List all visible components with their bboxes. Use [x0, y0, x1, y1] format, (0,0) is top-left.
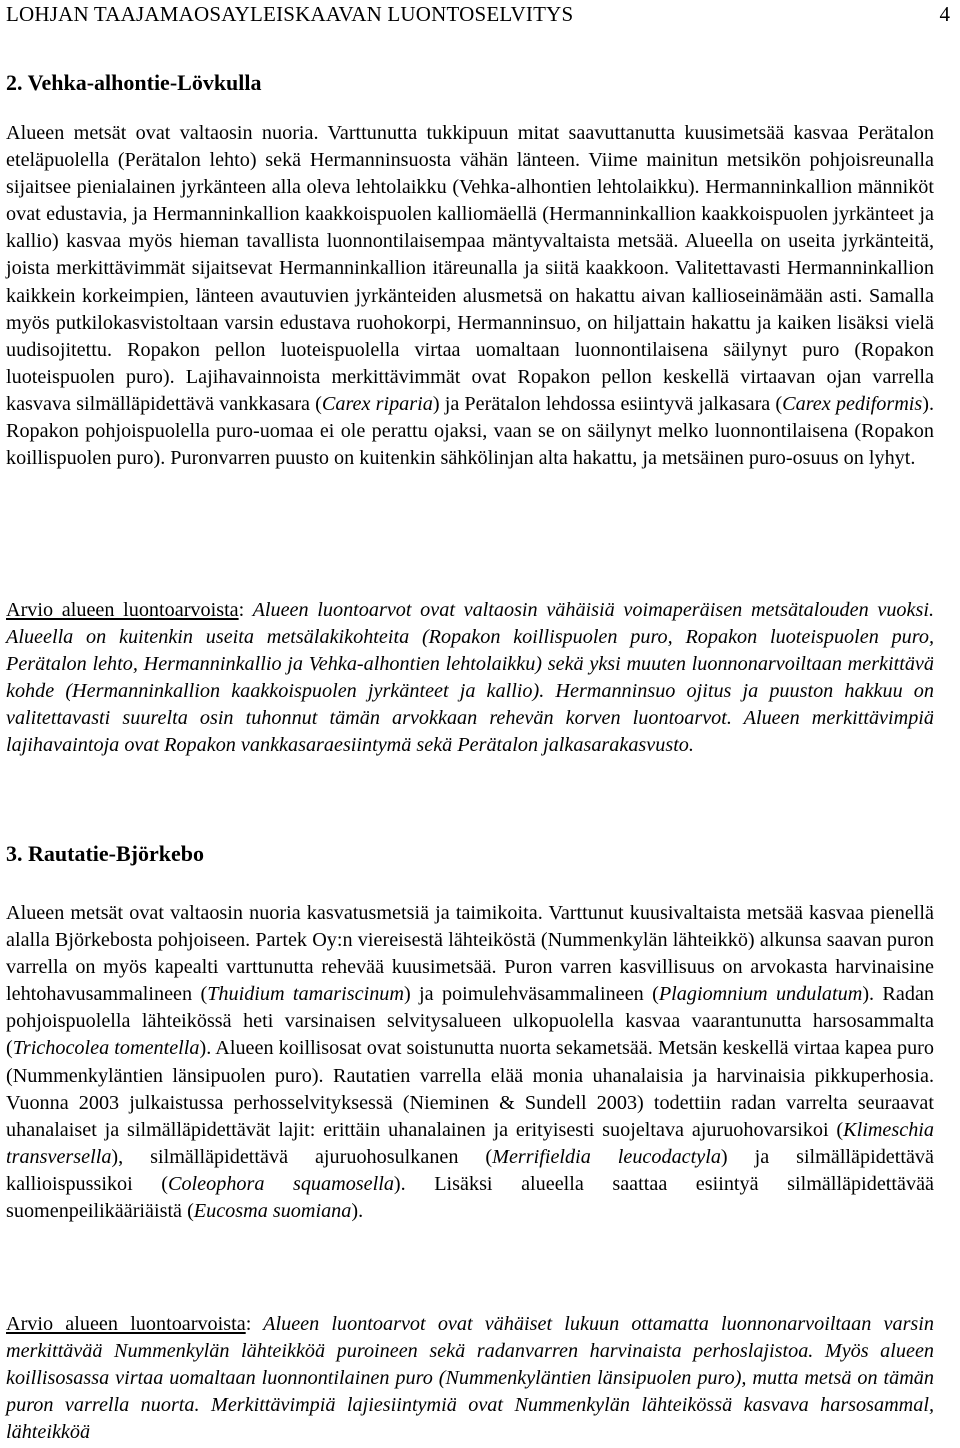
evaluation-text: Alueen luontoarvot ovat vähäiset lukuun ottamatta luonnonarvoiltaan varsin merkittävää Nummenkylän lähteikköä puroineen sekä radanvarren harvinaista perhoslajistoa. Myös alueen koillisosassa virtaa uomaltaan luonnontilainen puro (Nummenkyläntien länsipuolen puro), mutta metsä on tämän puron varrella nuorta. Merkittävimpiä lajiesiintymiä ovat Nummenkylän lähteikössä kasvava harsosammal, lähteikköä	[6, 1313, 934, 1444]
header-title: LOHJAN TAAJAMAOSAYLEISKAAVAN LUONTOSELVITYS	[6, 2, 574, 26]
page-header	[6, 0, 950, 30]
text-run: ) ja Perätalon lehdossa esiintyvä jalkasara (	[432, 392, 783, 415]
species-name: Eucosma suomiana	[193, 1200, 352, 1223]
species-name: Plagiomnium undulatum	[658, 983, 863, 1006]
text-run: ).	[351, 1200, 364, 1223]
species-name: Trichocolea tomentella	[12, 1037, 200, 1060]
evaluation-label: Arvio alueen luontoarvoista	[6, 1313, 246, 1335]
section-3-description	[6, 900, 934, 1225]
section-3-evaluation	[6, 1311, 934, 1446]
text-run: ) ja silmälläpidettävä kallioispussikoi (	[6, 1145, 934, 1195]
species-name: Merrifieldia leucodactyla	[492, 1145, 721, 1168]
page-number: 4	[939, 2, 950, 26]
text-run: ). Ropakon pohjoispuolella puro-uomaa ei ole perattu ojaksi, vaan se on säilynyt melko luonnontilaisena (Ropakon koillispuolen puro). Puronvarren puusto on kuitenkin sähkölinjan alta hakattu, ja metsäinen puro-osuus on lyhyt.	[6, 392, 935, 470]
species-name: Carex riparia	[321, 392, 433, 415]
text-run: ) ja poimulehväsammalineen (	[403, 983, 659, 1006]
evaluation-text: Alueen luontoarvot ovat valtaosin vähäisiä voimaperäisen metsätalouden vuoksi. Alueella on kuitenkin useita metsälakikohteita (Ropakon koillispuolen puro, Ropakon luoteispuolen puro, Perätalon lehto, Hermanninkallio ja Vehka-alhontien lehtolaikku) sekä yksi muuten luonnonarvoiltaan merkittävä kohde (Hermanninkallion kaakkoispuolen jyrkänteet ja kallio). Hermanninsuo ojitus ja puuston hakkuu on valitettavasti suurelta osin tuhonnut tämän arvokkaan rehevän korven luontoarvot. Alueen merkittävimpiä lajihavaintoja ovat Ropakon vankkasaraesiintymä sekä Perätalon jalkasarakasvusto.	[6, 599, 934, 757]
section-2-description	[6, 120, 934, 472]
text-run: ). Alueen koillisosat ovat soistunutta nuorta sekametsää. Metsän keskellä virtaa kapea puro (Nummenkyläntien länsipuolen puro). Rautatien varrella elää monia uhanalaisia ja harvinaisia pikkuperhosia. Vuonna 2003 julkaistussa perhosselvityksessä (Nieminen & Sundell 2003) todettiin radan varrelta seuraavat uhanalaiset ja silmälläpidettävät lajit: erittäin uhanalainen ja erityisesti suojeltava ajuruohovarsikoi (	[6, 1037, 934, 1141]
species-name: Thuidium tamariscinum	[207, 983, 404, 1006]
species-name: Klimeschia transversella	[6, 1118, 934, 1168]
species-name: Carex pediformis	[782, 392, 923, 415]
evaluation-colon: :	[238, 599, 245, 621]
evaluation-colon: :	[245, 1313, 252, 1335]
text-run: ), silmälläpidettävä ajuruohosulkanen (	[111, 1145, 493, 1168]
section-heading-3: 3. Rautatie-Björkebo	[6, 841, 204, 866]
text-run: Alueen metsät ovat valtaosin nuoria kasvatusmetsiä ja taimikoita. Varttunut kuusivaltaista metsää kasvaa pienellä alalla Björkebosta pohjoiseen. Partek Oy:n viereisestä lähteiköstä (Nummenkylän lähteikkö) alkunsa saavan puron varrella on myös kapealti varttunutta rehevää kuusimetsää. Puron varren kasvillisuus on arvokasta harvinaisine lehtohavusammalineen (	[6, 902, 934, 1006]
section-2-evaluation	[6, 597, 934, 760]
section-heading-2: 2. Vehka-alhontie-Lövkulla	[6, 70, 262, 95]
text-run: ). Lisäksi alueella saattaa esiintyä silmälläpidettävää suomenpeilikääriäistä (	[6, 1172, 934, 1223]
text-run: ). Radan pohjoispuolella lähteikössä heti varsinaisen selvitysalueen ulkopuolella kasvaa vaarantunutta harsosammalta (	[6, 983, 934, 1060]
evaluation-label: Arvio alueen luontoarvoista	[6, 599, 239, 621]
text-run: Alueen metsät ovat valtaosin nuoria. Varttunutta tukkipuun mitat saavuttanutta kuusimetsää kasvaa Perätalon eteläpuolella (Perätalon lehto) sekä Hermanninsuosta vähän länteen. Viime mainitun metsikön pohjoisreunalla sijaitsee pienialainen jyrkänteen alla oleva lehtolaikku (Vehka-alhontien lehtolaikku). Hermanninkallion männiköt ovat edustavia, ja Hermanninkallion kaakkoispuolen kalliomäellä (Hermanninkallion kaakkoispuolen jyrkänteet ja kallio) kasvaa myös hieman tavallista luonnontilaisempaa mäntyvaltaista metsää. Alueella on useita jyrkänteitä, joista merkittävimmät sijaitsevat Hermanninkallion itäreunalla ja siitä kaakkoon. Valitettavasti Hermanninkallion kaikkein korkeimpien, länteen avautuvien jyrkänteiden alusmetsä on hakattu aivan kallioseinämään asti. Samalla myös putkilokasvistoltaan varsin edustava ruohokorpi, Hermanninsuo, on hiljattain hakattu ja kaiken lisäksi vielä uudisojitettu. Ropakon pellon luoteispuolella virtaa uomaltaan luonnontilaisena säilynyt puro (Ropakon luoteispuolen puro). Lajihavainnoista merkittävimmät ovat Ropakon pellon keskellä virtaavan ojan varrella kasvava silmälläpidettävä vankkasara (	[6, 122, 934, 415]
species-name: Coleophora squamosella	[168, 1172, 394, 1195]
